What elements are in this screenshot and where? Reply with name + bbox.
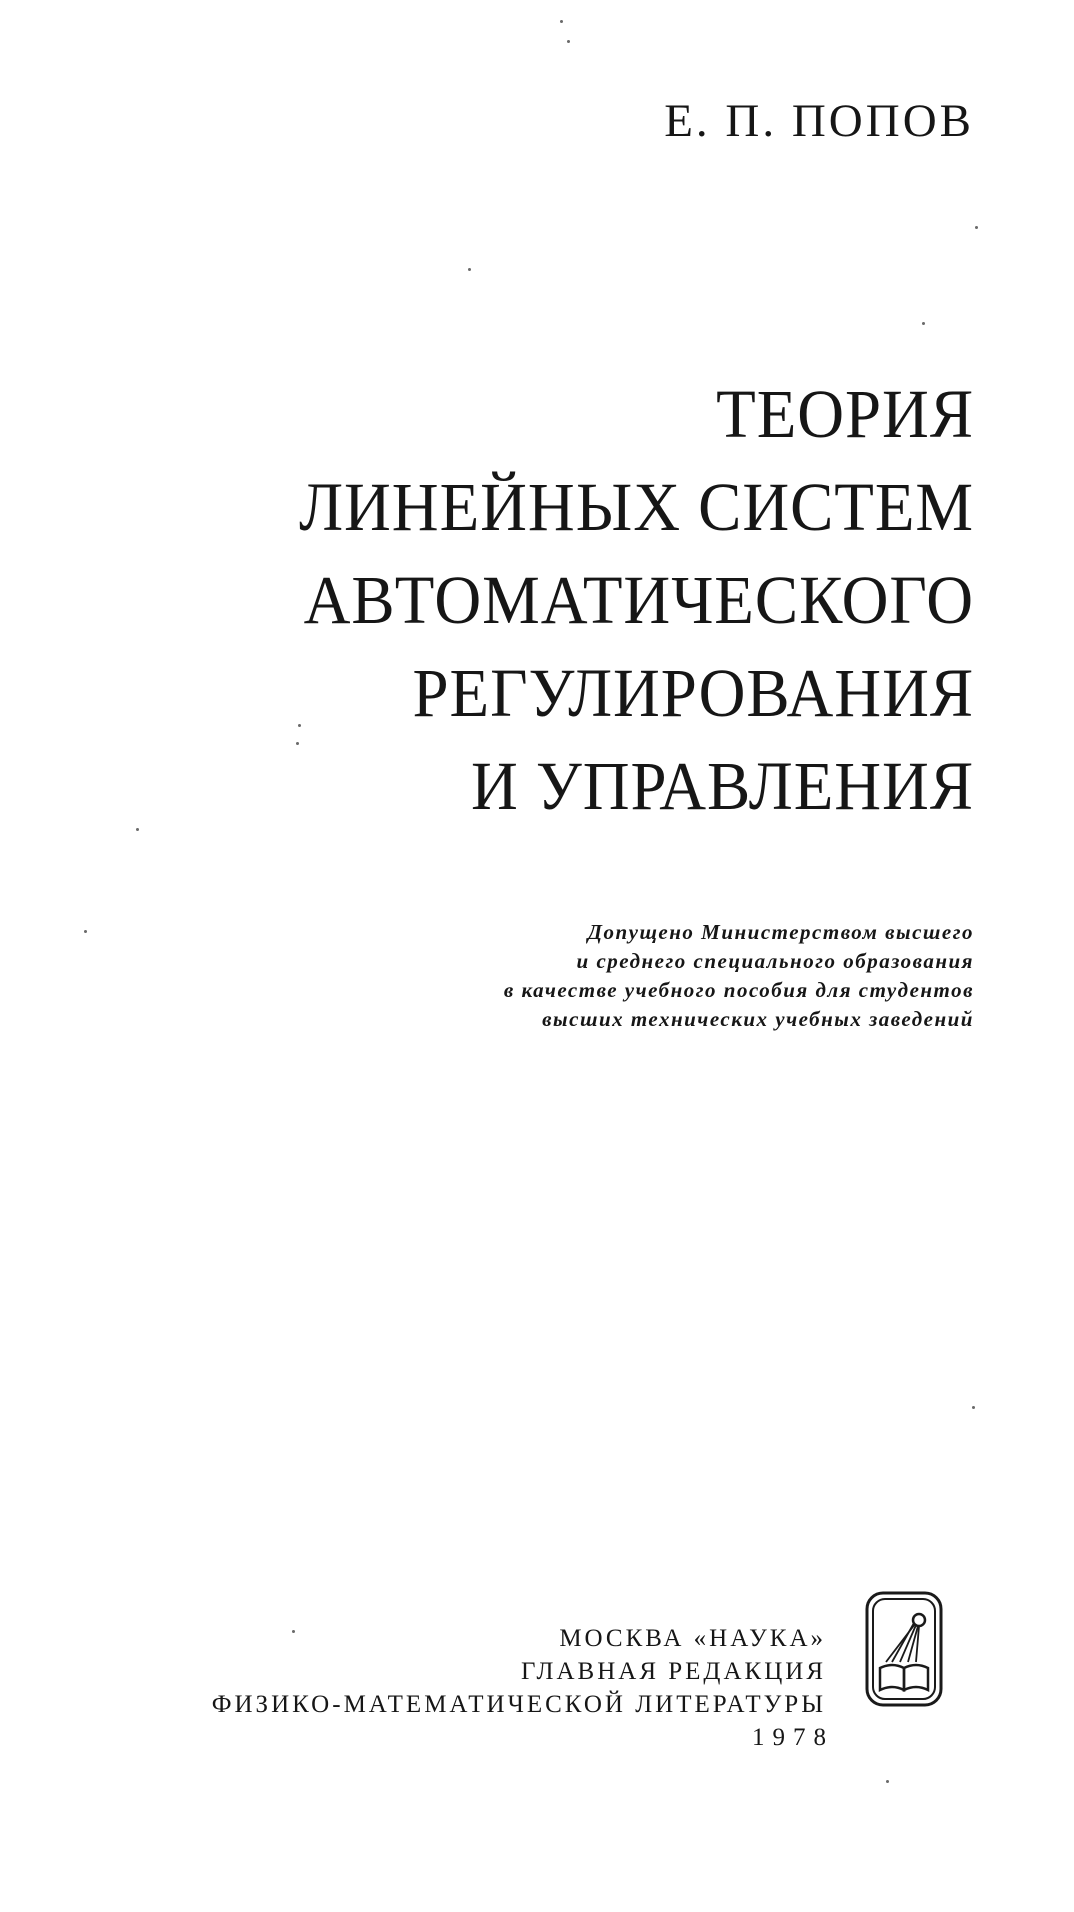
publisher-city-house: МОСКВА «НАУКА» xyxy=(559,1625,826,1652)
scan-speck xyxy=(886,1780,889,1783)
scan-speck xyxy=(136,828,139,831)
scan-speck xyxy=(567,40,570,43)
publisher-imprint xyxy=(211,1622,834,1754)
publisher-department: ГЛАВНАЯ РЕДАКЦИЯ xyxy=(520,1658,826,1685)
title-line: ЛИНЕЙНЫХ СИСТЕМ xyxy=(299,469,974,545)
approval-line: и среднего специального образования xyxy=(576,949,974,973)
scan-speck xyxy=(922,322,925,325)
approval-line: Допущено Министерством высшего xyxy=(587,920,974,944)
ministry-approval-note xyxy=(504,918,974,1034)
title-line: ТЕОРИЯ xyxy=(716,376,974,452)
scan-speck xyxy=(972,1406,975,1409)
book-title xyxy=(299,368,974,833)
publication-year: 1978 xyxy=(752,1724,834,1751)
scan-speck xyxy=(975,226,978,229)
scan-speck xyxy=(560,20,563,23)
author-name: Е. П. ПОПОВ xyxy=(664,95,974,147)
scan-speck xyxy=(296,742,299,745)
scan-speck xyxy=(298,724,301,727)
nauka-publisher-logo-icon xyxy=(864,1590,944,1708)
title-line: И УПРАВЛЕНИЯ xyxy=(470,748,974,824)
title-line: РЕГУЛИРОВАНИЯ xyxy=(412,655,974,731)
scan-speck xyxy=(292,1630,295,1633)
title-line: АВТОМАТИЧЕСКОГО xyxy=(303,562,974,638)
publisher-department: ФИЗИКО-МАТЕМАТИЧЕСКОЙ ЛИТЕРАТУРЫ xyxy=(211,1691,826,1718)
scan-speck xyxy=(468,268,471,271)
scan-speck xyxy=(84,930,87,933)
approval-line: высших технических учебных заведений xyxy=(542,1007,974,1031)
approval-line: в качестве учебного пособия для студентов xyxy=(503,978,974,1002)
